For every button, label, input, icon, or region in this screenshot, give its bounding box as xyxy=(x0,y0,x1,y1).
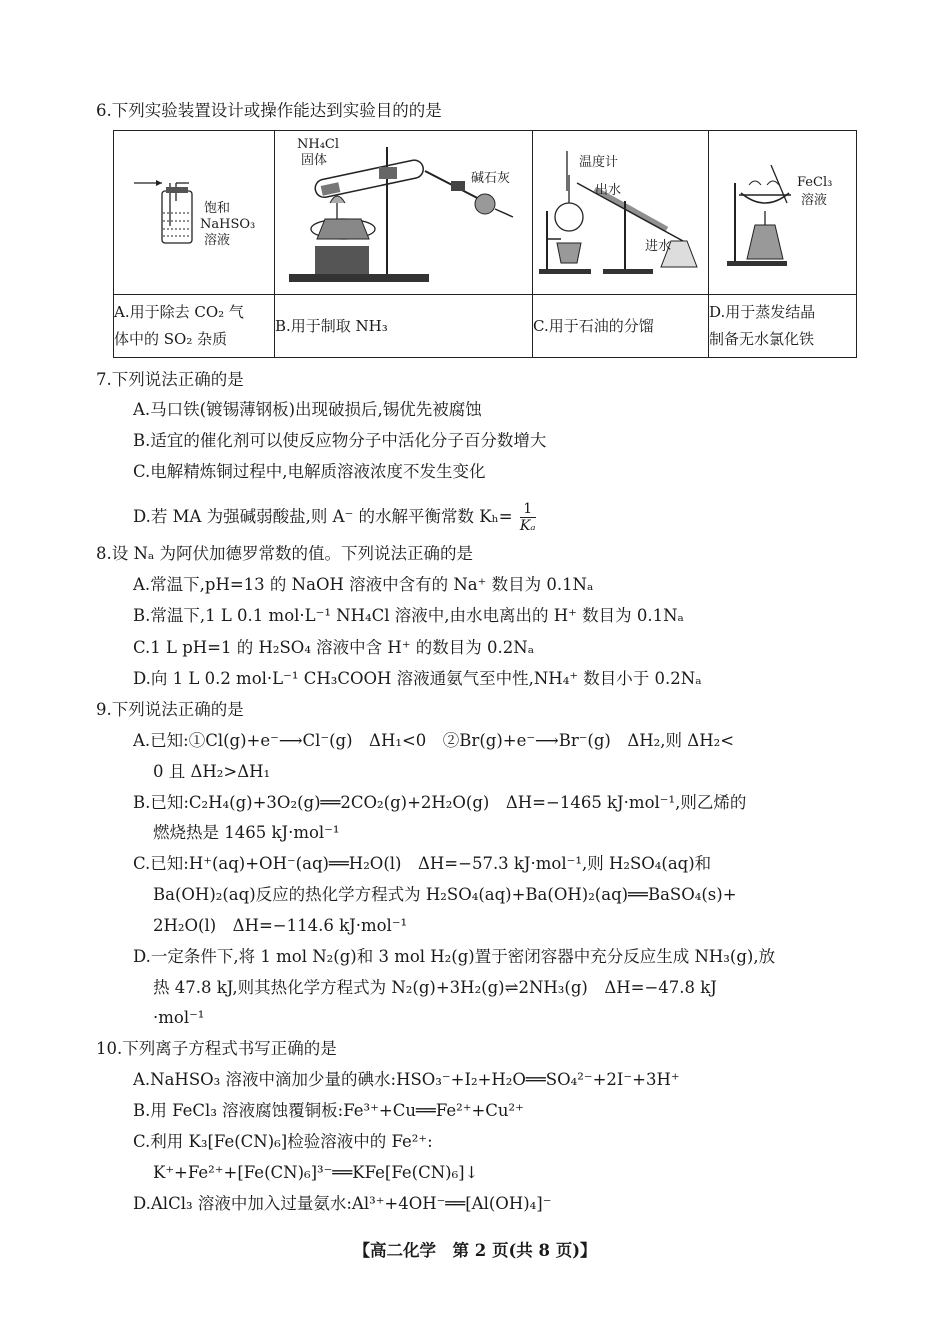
label-soda-lime: 碱石灰 xyxy=(471,171,511,186)
q10-option-a: A.NaHSO₃ 溶液中滴加少量的碘水:HSO₃⁻+I₂+H₂O══SO₄²⁻+2I⁻+3H⁺ xyxy=(133,1070,680,1089)
q9-title: 9.下列说法正确的是 xyxy=(96,700,244,719)
q10-title: 10.下列离子方程式书写正确的是 xyxy=(96,1039,337,1058)
q8-option-a: A.常温下,pH=13 的 NaOH 溶液中含有的 Na⁺ 数目为 0.1Nₐ xyxy=(133,575,594,594)
apparatus-b-cell xyxy=(275,131,533,295)
label-fecl3: FeCl₃ xyxy=(797,175,833,190)
evaporation-figure xyxy=(709,131,857,294)
q9-option-d-line3: ·mol⁻¹ xyxy=(153,1008,205,1027)
caption-d-line1: D.用于蒸发结晶 xyxy=(709,303,816,321)
q9-option-c-line3: 2H₂O(l) ΔH=−114.6 kJ·mol⁻¹ xyxy=(153,916,408,935)
label-thermometer: 温度计 xyxy=(579,155,619,170)
q9-option-d-line1: D.一定条件下,将 1 mol N₂(g)和 3 mol H₂(g)置于密闭容器中充分反应生成 NH₃(g),放 xyxy=(133,947,776,966)
caption-a-line1: A.用于除去 CO₂ 气 xyxy=(114,303,244,321)
q7-option-c: C.电解精炼铜过程中,电解质溶液浓度不发生变化 xyxy=(133,462,486,481)
apparatus-table xyxy=(113,130,857,358)
q9-option-a-line1: A.已知:①Cl(g)+e⁻⟶Cl⁻(g) ΔH₁<0 ②Br(g)+e⁻⟶Br⁻(g) ΔH₂,则 ΔH₂< xyxy=(133,731,735,750)
q8-option-d: D.向 1 L 0.2 mol·L⁻¹ CH₃COOH 溶液通氨气至中性,NH₄⁺ 数目小于 0.2Nₐ xyxy=(133,669,702,688)
q9-option-d-line2: 热 47.8 kJ,则其热化学方程式为 N₂(g)+3H₂(g)⇌2NH₃(g) ΔH=−47.8 kJ xyxy=(153,978,717,997)
q7-fraction-denominator: Kₐ xyxy=(519,518,536,534)
label-nahso3: NaHSO₃ xyxy=(200,217,256,232)
label-solution-d: 溶液 xyxy=(801,193,828,208)
q8-option-c: C.1 L pH=1 的 H₂SO₄ 溶液中含 H⁺ 的数目为 0.2Nₐ xyxy=(133,638,535,657)
distillation-figure xyxy=(533,131,709,294)
caption-d-line2: 制备无水氯化铁 xyxy=(709,330,815,348)
apparatus-d-cell xyxy=(709,131,857,295)
apparatus-c-cell xyxy=(533,131,709,295)
q10-option-d: D.AlCl₃ 溶液中加入过量氨水:Al³⁺+4OH⁻══[Al(OH)₄]⁻ xyxy=(133,1194,552,1213)
q9-option-c-line1: C.已知:H⁺(aq)+OH⁻(aq)══H₂O(l) ΔH=−57.3 kJ·mol⁻¹,则 H₂SO₄(aq)和 xyxy=(133,854,712,873)
q7-fraction xyxy=(520,501,536,534)
q10-option-b: B.用 FeCl₃ 溶液腐蚀覆铜板:Fe³⁺+Cu══Fe²⁺+Cu²⁺ xyxy=(133,1101,524,1120)
q10-option-c-line2: K⁺+Fe²⁺+[Fe(CN)₆]³⁻══KFe[Fe(CN)₆]↓ xyxy=(153,1163,479,1182)
q7-option-a: A.马口铁(镀锡薄钢板)出现破损后,锡优先被腐蚀 xyxy=(133,400,482,419)
q9-option-c-line2: Ba(OH)₂(aq)反应的热化学方程式为 H₂SO₄(aq)+Ba(OH)₂(aq)══BaSO₄(s)+ xyxy=(153,885,737,904)
label-solution-a: 溶液 xyxy=(204,233,231,248)
label-water-in: 进水 xyxy=(645,239,672,254)
caption-b: B.用于制取 NH₃ xyxy=(275,295,533,358)
apparatus-a-cell xyxy=(114,131,275,295)
caption-c: C.用于石油的分馏 xyxy=(533,295,709,358)
q9-option-a-line2: 0 且 ΔH₂>ΔH₁ xyxy=(153,762,271,781)
q7-option-d xyxy=(133,501,536,534)
q6-title: 6.下列实验装置设计或操作能达到实验目的的是 xyxy=(96,101,442,120)
caption-d xyxy=(709,295,857,358)
q7-title: 7.下列说法正确的是 xyxy=(96,370,244,389)
q7-option-d-text: D.若 MA 为强碱弱酸盐,则 A⁻ 的水解平衡常数 Kₕ= xyxy=(133,507,513,526)
q8-title: 8.设 Nₐ 为阿伏加德罗常数的值。下列说法正确的是 xyxy=(96,544,474,563)
q8-option-b: B.常温下,1 L 0.1 mol·L⁻¹ NH₄Cl 溶液中,由水电离出的 H⁺ 数目为 0.1Nₐ xyxy=(133,606,684,625)
q10-option-c-line1: C.利用 K₃[Fe(CN)₆]检验溶液中的 Fe²⁺: xyxy=(133,1132,433,1151)
gas-washing-bottle-figure xyxy=(114,131,275,294)
q7-option-b: B.适宜的催化剂可以使反应物分子中活化分子百分数增大 xyxy=(133,431,547,450)
q7-fraction-numerator: 1 xyxy=(520,501,536,518)
caption-a xyxy=(114,295,275,358)
label-nh4cl: NH₄Cl xyxy=(297,137,340,152)
caption-a-line2: 体中的 SO₂ 杂质 xyxy=(114,330,228,348)
page-footer: 【高二化学 第 2 页(共 8 页)】 xyxy=(353,1241,597,1260)
q9-option-b-line1: B.已知:C₂H₄(g)+3O₂(g)══2CO₂(g)+2H₂O(g) ΔH=−1465 kJ·mol⁻¹,则乙烯的 xyxy=(133,793,747,812)
label-saturated: 饱和 xyxy=(204,201,231,216)
label-solid: 固体 xyxy=(301,153,328,168)
q9-option-b-line2: 燃烧热是 1465 kJ·mol⁻¹ xyxy=(153,823,340,842)
label-water-out: 出水 xyxy=(595,183,622,198)
